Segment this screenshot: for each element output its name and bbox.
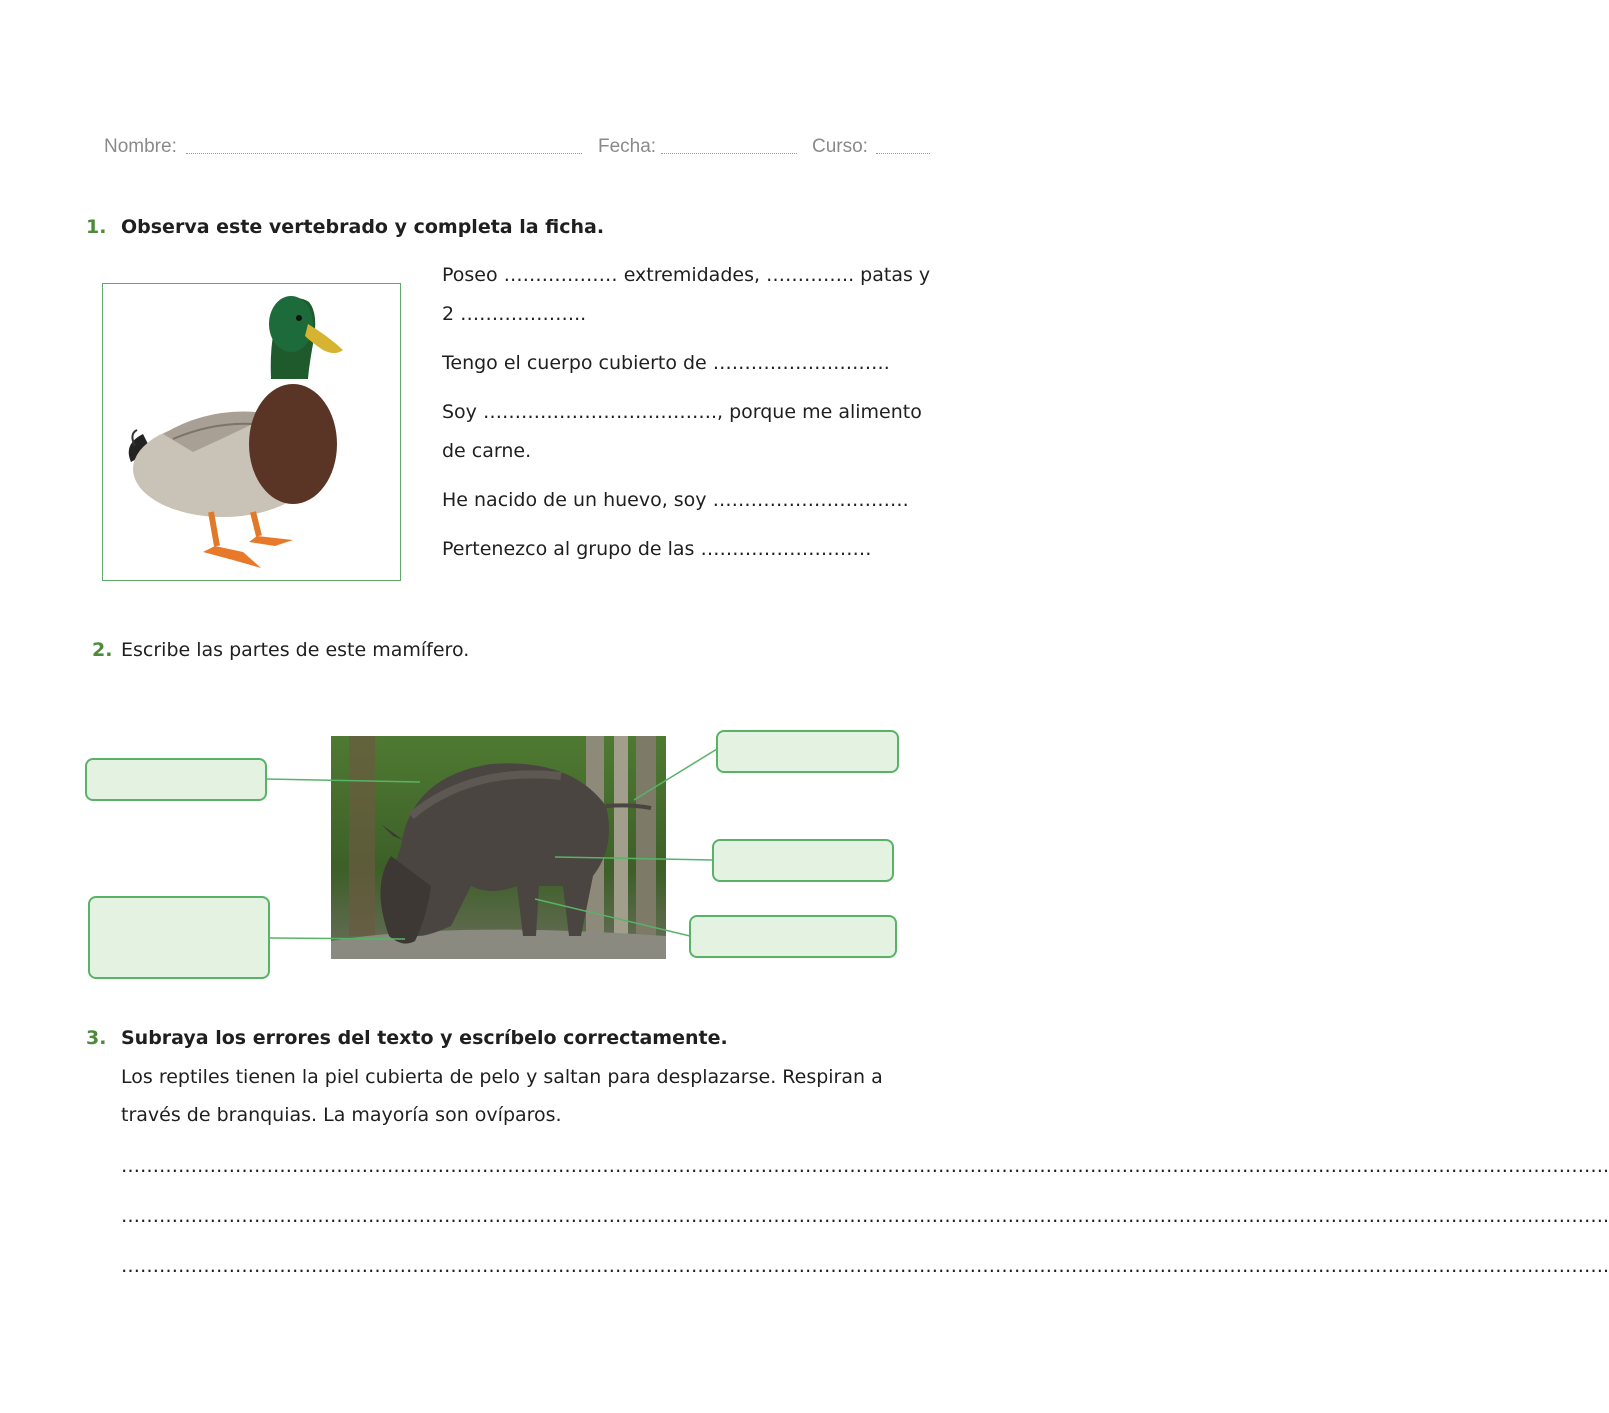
exercise-2-title: Escribe las partes de este mamífero. [121,639,470,661]
exercise-3-number: 3. [86,1027,107,1049]
label-box-back[interactable] [85,758,267,801]
exercise-1-title: Observa este vertebrado y completa la ficha. [121,216,605,238]
exercise-3-title: Subraya los errores del texto y escríbelo correctamente. [121,1027,728,1049]
exercise-3-text: Los reptiles tienen la piel cubierta de pelo y saltan para desplazarse. Respiran a través de branquias. La mayoría son ovíparos. [121,1066,883,1126]
ficha-line-group: Pertenezco al grupo de las ……………………… [442,538,872,560]
label-box-tail[interactable] [716,730,899,773]
label-box-limbs[interactable] [689,915,897,958]
ficha-line-birth: He nacido de un huevo, soy …………………………. [442,489,909,511]
exercise-2-number: 2. [92,639,113,661]
course-label: Curso: [812,136,868,157]
answer-line-3[interactable]: ………………………………………………………………………………………………………………………………………………………………………………………………………………. [121,1255,1609,1277]
name-label: Nombre: [104,136,177,157]
ficha-line-diet: Soy ………………………………., porque me alimento de carne. [442,401,922,462]
exercise-1-number: 1. [86,216,107,238]
label-box-trunk[interactable] [712,839,894,882]
label-box-head[interactable] [88,896,270,979]
date-label: Fecha: [598,136,657,157]
answer-line-2[interactable]: ………………………………………………………………………………………………………………………………………………………………………………………………………………. [121,1205,1609,1227]
answer-line-1[interactable]: ………………………………………………………………………………………………………………………………………………………………………………………………………………. [121,1155,1609,1177]
ficha-line-extremities: Poseo ……………… extremidades, ………….. patas y 2 ……………….. [442,264,931,325]
ficha-line-covering: Tengo el cuerpo cubierto de ………………………. [442,352,890,374]
